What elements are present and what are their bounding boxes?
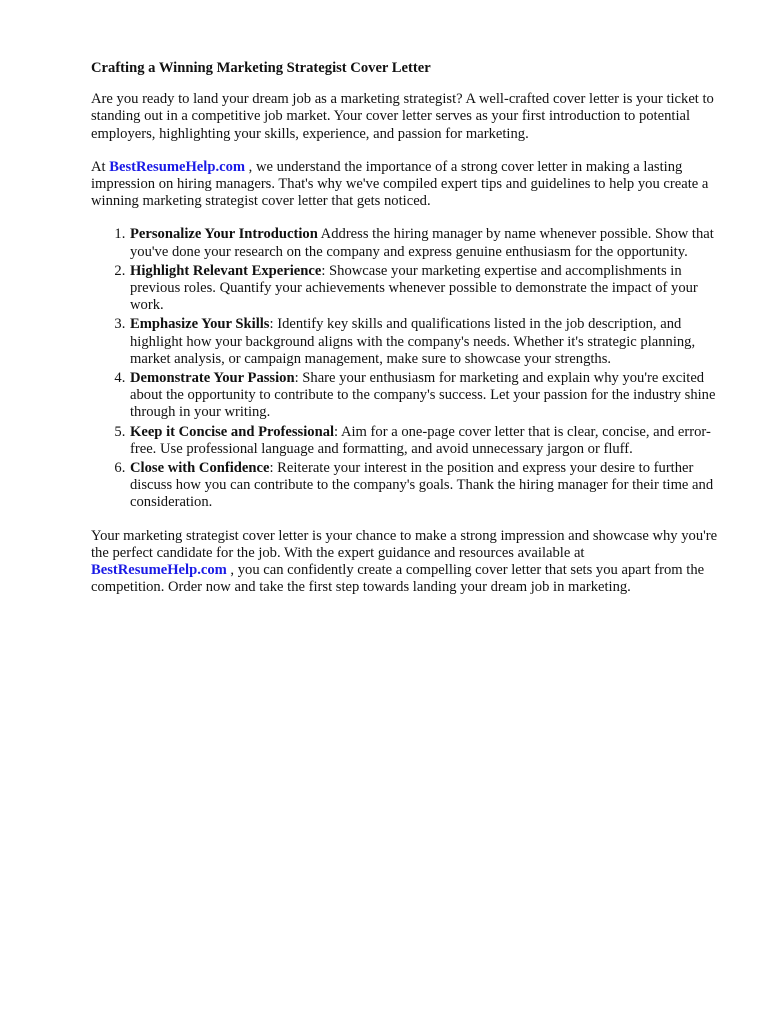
tip-text: : Aim for a one-page cover letter that is clear, concise, and error-free. Use professional language and formatting, and avoid unnecessary jargon or fluff. [130,423,711,457]
about-prefix: At [91,158,110,175]
tip-heading: Close with Confidence [130,460,270,477]
tip-text: : Share your enthusiasm for marketing and explain why you're excited about the opportunity to contribute to the company's success. Let your passion for the industry shine through in your writing. [130,370,716,421]
tip-item [129,424,721,458]
tip-heading: Demonstrate Your Passion [130,370,295,387]
closing-prefix: Your marketing strategist cover letter is your chance to make a strong impression and showcase why you're the perfect candidate for the job. With the expert guidance and resources available at [91,527,718,561]
bestresumehelp-link[interactable]: BestResumeHelp.com [109,158,246,175]
document-page [91,60,721,612]
tip-item [129,263,721,315]
tip-heading: Keep it Concise and Professional [130,423,335,440]
tip-item [129,316,721,368]
tip-text: : Identify key skills and qualifications listed in the job description, and highlight how your background aligns with the company's needs. Whether it's strategic planning, market analysis, or campaign management, make sure to showcase your strengths. [130,316,696,367]
about-suffix: , we understand the importance of a strong cover letter in making a lasting impression on hiring managers. That's why we've compiled expert tips and guidelines to help you create a winning marketing strategist cover letter that gets noticed. [91,158,709,210]
tip-item [129,460,721,512]
tip-text: : Reiterate your interest in the position and express your desire to further discuss how you can contribute to the company's goals. Thank the hiring manager for their time and consideration. [130,460,714,511]
intro-paragraph: Are you ready to land your dream job as a marketing strategist? A well-crafted cover letter is your ticket to standing out in a competitive job market. Your cover letter serves as your first introduction to potential employers, highlighting your skills, experience, and passion for marketing. [91,91,714,142]
bestresumehelp-link[interactable]: BestResumeHelp.com [91,562,227,579]
tip-heading: Highlight Relevant Experience [130,262,322,279]
tips-list [91,226,721,511]
tip-heading: Emphasize Your Skills [130,316,270,333]
about-paragraph [91,159,721,211]
closing-paragraph [91,528,721,597]
closing-suffix: , you can confidently create a compelling cover letter that sets you apart from the competition. Order now and take the first step towards landing your dream job in marketing. [91,562,705,596]
tip-text: Address the hiring manager by name whenever possible. Show that you've done your research on the company and express genuine enthusiasm for the opportunity. [130,226,714,260]
document-title: Crafting a Winning Marketing Strategist Cover Letter [91,60,431,76]
tip-text: : Showcase your marketing expertise and accomplishments in previous roles. Quantify your achievements whenever possible to demonstrate the impact of your work. [130,262,698,314]
tip-item [129,370,721,422]
tip-item [129,226,721,260]
tip-heading: Personalize Your Introduction [130,226,318,243]
